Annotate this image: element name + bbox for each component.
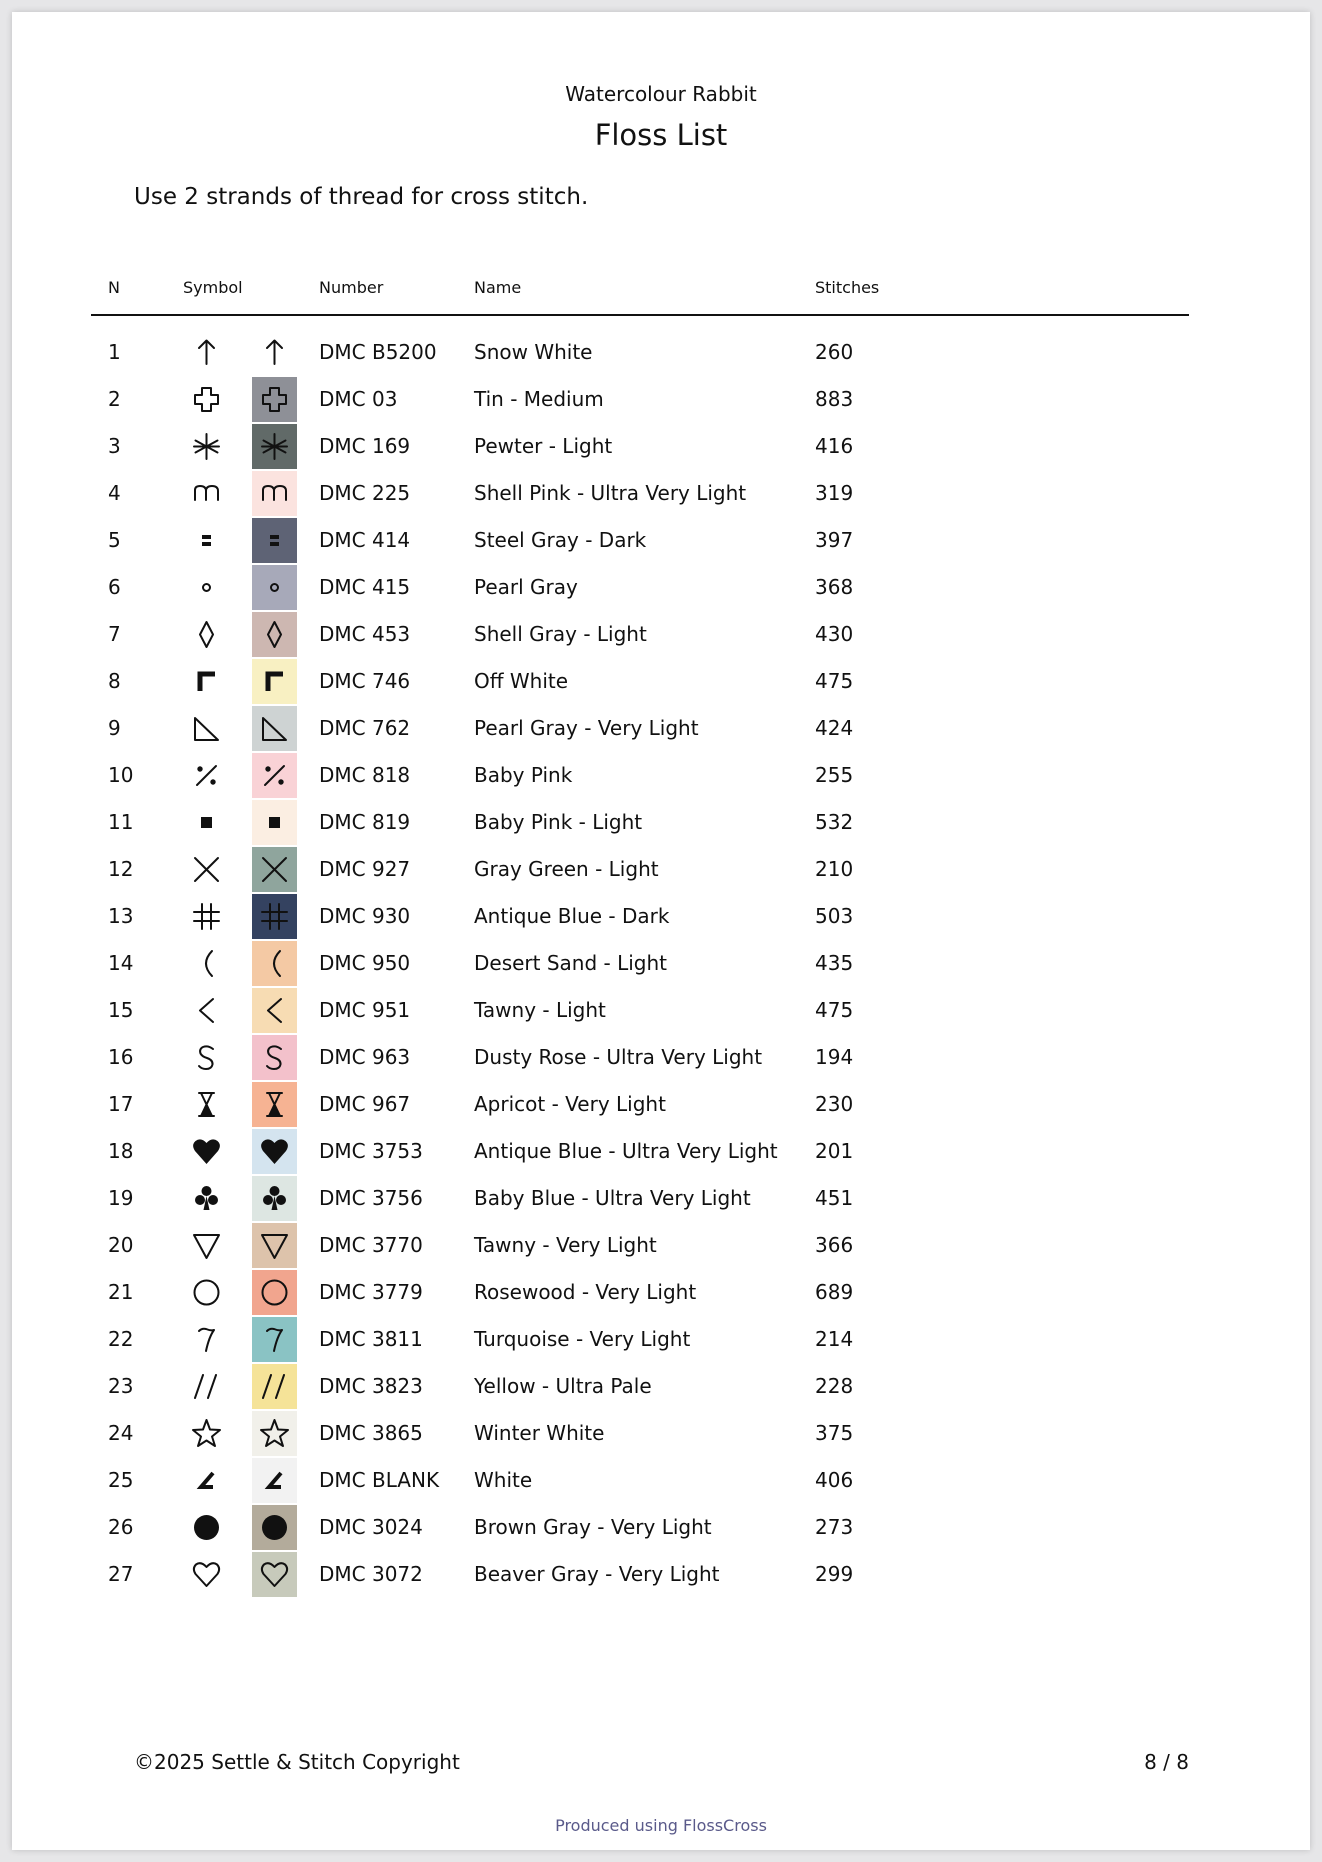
color-swatch <box>252 941 297 986</box>
color-swatch <box>252 565 297 610</box>
copyright-text: ©2025 Settle & Stitch Copyright <box>134 1750 460 1774</box>
color-swatch <box>252 612 297 657</box>
floss-number: DMC 3865 <box>319 1421 423 1445</box>
page-number: 8 / 8 <box>1144 1750 1189 1774</box>
floss-name: Antique Blue - Ultra Very Light <box>474 1139 778 1163</box>
color-swatch <box>252 753 297 798</box>
color-swatch <box>252 1505 297 1550</box>
row-index: 21 <box>108 1280 134 1304</box>
stitch-count: 260 <box>815 340 854 364</box>
stitch-count: 475 <box>815 998 854 1022</box>
floss-number: DMC 3024 <box>319 1515 423 1539</box>
stitch-count: 424 <box>815 716 854 740</box>
floss-number: DMC 3753 <box>319 1139 423 1163</box>
floss-name: Shell Gray - Light <box>474 622 647 646</box>
row-index: 27 <box>108 1562 134 1586</box>
floss-name: Rosewood - Very Light <box>474 1280 697 1304</box>
stitch-count: 532 <box>815 810 854 834</box>
letter-m-icon <box>184 471 229 516</box>
asterisk-icon <box>184 424 229 469</box>
color-swatch <box>252 1552 297 1597</box>
table-row <box>12 893 1310 940</box>
row-index: 4 <box>108 481 121 505</box>
table-row <box>12 1316 1310 1363</box>
floss-name: Baby Pink - Light <box>474 810 643 834</box>
table-row <box>12 1410 1310 1457</box>
hourglass-icon <box>184 1082 229 1127</box>
floss-number: DMC 3823 <box>319 1374 423 1398</box>
row-index: 10 <box>108 763 134 787</box>
stitch-count: 299 <box>815 1562 854 1586</box>
color-swatch <box>252 659 297 704</box>
floss-number: DMC 169 <box>319 434 411 458</box>
color-swatch <box>252 518 297 563</box>
row-index: 7 <box>108 622 121 646</box>
color-swatch <box>252 1458 297 1503</box>
table-row <box>12 1269 1310 1316</box>
stitch-count: 883 <box>815 387 854 411</box>
row-index: 24 <box>108 1421 134 1445</box>
table-row <box>12 658 1310 705</box>
row-index: 18 <box>108 1139 134 1163</box>
filled-circle-icon <box>184 1505 229 1550</box>
floss-name: Steel Gray - Dark <box>474 528 647 552</box>
cross-outline-icon <box>184 377 229 422</box>
floss-name: Tawny - Light <box>474 998 606 1022</box>
header-stitches: Stitches <box>815 278 880 297</box>
stitch-count: 214 <box>815 1327 854 1351</box>
table-row <box>12 940 1310 987</box>
stitch-count: 228 <box>815 1374 854 1398</box>
small-circle-icon <box>184 565 229 610</box>
header-number: Number <box>319 278 384 297</box>
stitch-count: 366 <box>815 1233 854 1257</box>
table-row <box>12 611 1310 658</box>
heart-filled-icon <box>184 1129 229 1174</box>
floss-number: DMC 927 <box>319 857 411 881</box>
row-index: 6 <box>108 575 121 599</box>
row-index: 5 <box>108 528 121 552</box>
table-row <box>12 846 1310 893</box>
row-index: 16 <box>108 1045 134 1069</box>
floss-number: DMC 3811 <box>319 1327 423 1351</box>
row-index: 19 <box>108 1186 134 1210</box>
floss-name: Pearl Gray <box>474 575 578 599</box>
floss-name: Off White <box>474 669 569 693</box>
stitch-count: 201 <box>815 1139 854 1163</box>
stitch-count: 689 <box>815 1280 854 1304</box>
floss-name: Snow White <box>474 340 593 364</box>
table-row <box>12 423 1310 470</box>
row-index: 17 <box>108 1092 134 1116</box>
hash-icon <box>184 894 229 939</box>
floss-name: Tin - Medium <box>474 387 604 411</box>
header-name: Name <box>474 278 522 297</box>
color-swatch <box>252 424 297 469</box>
color-swatch <box>252 1176 297 1221</box>
floss-number: DMC 3756 <box>319 1186 423 1210</box>
color-swatch <box>252 1411 297 1456</box>
row-index: 20 <box>108 1233 134 1257</box>
double-slash-icon <box>184 1364 229 1409</box>
floss-name: Baby Blue - Ultra Very Light <box>474 1186 751 1210</box>
equals-icon <box>184 518 229 563</box>
header-n: N <box>108 278 120 297</box>
floss-name: Turquoise - Very Light <box>474 1327 691 1351</box>
instructions-note: Use 2 strands of thread for cross stitch. <box>134 184 589 210</box>
open-paren-icon <box>184 941 229 986</box>
x-cross-icon <box>184 847 229 892</box>
table-row <box>12 376 1310 423</box>
stitch-count: 397 <box>815 528 854 552</box>
floss-name: Gray Green - Light <box>474 857 659 881</box>
color-swatch <box>252 471 297 516</box>
table-row <box>12 799 1310 846</box>
floss-name: Antique Blue - Dark <box>474 904 670 928</box>
floss-number: DMC 225 <box>319 481 411 505</box>
floss-number: DMC 930 <box>319 904 411 928</box>
circle-outline-icon <box>184 1270 229 1315</box>
table-row <box>12 564 1310 611</box>
table-row <box>12 1175 1310 1222</box>
corner-icon <box>184 659 229 704</box>
row-index: 3 <box>108 434 121 458</box>
stitch-count: 194 <box>815 1045 854 1069</box>
row-index: 14 <box>108 951 134 975</box>
table-row <box>12 1457 1310 1504</box>
floss-name: Pearl Gray - Very Light <box>474 716 699 740</box>
down-triangle-icon <box>184 1223 229 1268</box>
arrow-up-icon <box>184 330 229 375</box>
row-index: 22 <box>108 1327 134 1351</box>
floss-number: DMC 950 <box>319 951 411 975</box>
letter-s-icon <box>184 1035 229 1080</box>
floss-number: DMC 3779 <box>319 1280 423 1304</box>
seven-icon <box>184 1317 229 1362</box>
table-row <box>12 752 1310 799</box>
less-than-icon <box>184 988 229 1033</box>
floss-number: DMC BLANK <box>319 1468 440 1492</box>
color-swatch <box>252 1317 297 1362</box>
stitch-count: 435 <box>815 951 854 975</box>
color-swatch <box>252 894 297 939</box>
color-swatch <box>252 706 297 751</box>
club-icon <box>184 1176 229 1221</box>
floss-number: DMC 963 <box>319 1045 411 1069</box>
floss-number: DMC B5200 <box>319 340 437 364</box>
floss-number: DMC 967 <box>319 1092 411 1116</box>
stitch-count: 416 <box>815 434 854 458</box>
stitch-count: 210 <box>815 857 854 881</box>
table-row <box>12 1128 1310 1175</box>
row-index: 23 <box>108 1374 134 1398</box>
floss-number: DMC 414 <box>319 528 411 552</box>
floss-name: Yellow - Ultra Pale <box>474 1374 652 1398</box>
row-index: 2 <box>108 387 121 411</box>
table-row <box>12 1551 1310 1598</box>
stitch-count: 368 <box>815 575 854 599</box>
row-index: 8 <box>108 669 121 693</box>
color-swatch <box>252 1129 297 1174</box>
floss-name: Dusty Rose - Ultra Very Light <box>474 1045 763 1069</box>
floss-number: DMC 3072 <box>319 1562 423 1586</box>
header-symbol: Symbol <box>183 278 243 297</box>
stitch-count: 451 <box>815 1186 854 1210</box>
color-swatch <box>252 330 297 375</box>
color-swatch <box>252 800 297 845</box>
stitch-count: 475 <box>815 669 854 693</box>
row-index: 15 <box>108 998 134 1022</box>
floss-number: DMC 818 <box>319 763 411 787</box>
floss-name: Apricot - Very Light <box>474 1092 666 1116</box>
produced-by-text: Produced using FlossCross <box>555 1816 767 1835</box>
table-row <box>12 1222 1310 1269</box>
table-row <box>12 470 1310 517</box>
table-row <box>12 1363 1310 1410</box>
floss-name: Shell Pink - Ultra Very Light <box>474 481 747 505</box>
table-row <box>12 517 1310 564</box>
page-title: Floss List <box>594 118 728 152</box>
floss-number: DMC 746 <box>319 669 411 693</box>
pattern-title: Watercolour Rabbit <box>565 82 757 106</box>
table-row <box>12 1081 1310 1128</box>
floss-name: Winter White <box>474 1421 605 1445</box>
floss-name: Pewter - Light <box>474 434 613 458</box>
floss-number: DMC 03 <box>319 387 398 411</box>
row-index: 12 <box>108 857 134 881</box>
right-triangle-icon <box>184 706 229 751</box>
floss-number: DMC 819 <box>319 810 411 834</box>
floss-number: DMC 951 <box>319 998 411 1022</box>
stitch-count: 430 <box>815 622 854 646</box>
table-row <box>12 987 1310 1034</box>
star-outline-icon <box>184 1411 229 1456</box>
color-swatch <box>252 1223 297 1268</box>
stitch-count: 319 <box>815 481 854 505</box>
stitch-count: 503 <box>815 904 854 928</box>
header-divider <box>91 314 1189 316</box>
floss-name: White <box>474 1468 533 1492</box>
percent-icon <box>184 753 229 798</box>
row-index: 25 <box>108 1468 134 1492</box>
table-row <box>12 329 1310 376</box>
diamond-icon <box>184 612 229 657</box>
table-row <box>12 705 1310 752</box>
color-swatch <box>252 988 297 1033</box>
stitch-count: 406 <box>815 1468 854 1492</box>
row-index: 9 <box>108 716 121 740</box>
row-index: 26 <box>108 1515 134 1539</box>
floss-name: Tawny - Very Light <box>474 1233 657 1257</box>
color-swatch <box>252 1270 297 1315</box>
table-row <box>12 1504 1310 1551</box>
stitch-count: 255 <box>815 763 854 787</box>
floss-name: Brown Gray - Very Light <box>474 1515 712 1539</box>
row-index: 1 <box>108 340 121 364</box>
row-index: 11 <box>108 810 134 834</box>
floss-number: DMC 3770 <box>319 1233 423 1257</box>
floss-list-page <box>12 12 1310 1850</box>
floss-number: DMC 762 <box>319 716 411 740</box>
stitch-count: 375 <box>815 1421 854 1445</box>
floss-name: Desert Sand - Light <box>474 951 668 975</box>
color-swatch <box>252 847 297 892</box>
filled-square-icon <box>184 800 229 845</box>
table-row <box>12 1034 1310 1081</box>
floss-number: DMC 415 <box>319 575 411 599</box>
row-index: 13 <box>108 904 134 928</box>
stitch-count: 273 <box>815 1515 854 1539</box>
heart-outline-icon <box>184 1552 229 1597</box>
color-swatch <box>252 377 297 422</box>
floss-number: DMC 453 <box>319 622 411 646</box>
color-swatch <box>252 1364 297 1409</box>
angle-icon <box>184 1458 229 1503</box>
floss-name: Baby Pink <box>474 763 573 787</box>
color-swatch <box>252 1035 297 1080</box>
color-swatch <box>252 1082 297 1127</box>
floss-name: Beaver Gray - Very Light <box>474 1562 720 1586</box>
stitch-count: 230 <box>815 1092 854 1116</box>
